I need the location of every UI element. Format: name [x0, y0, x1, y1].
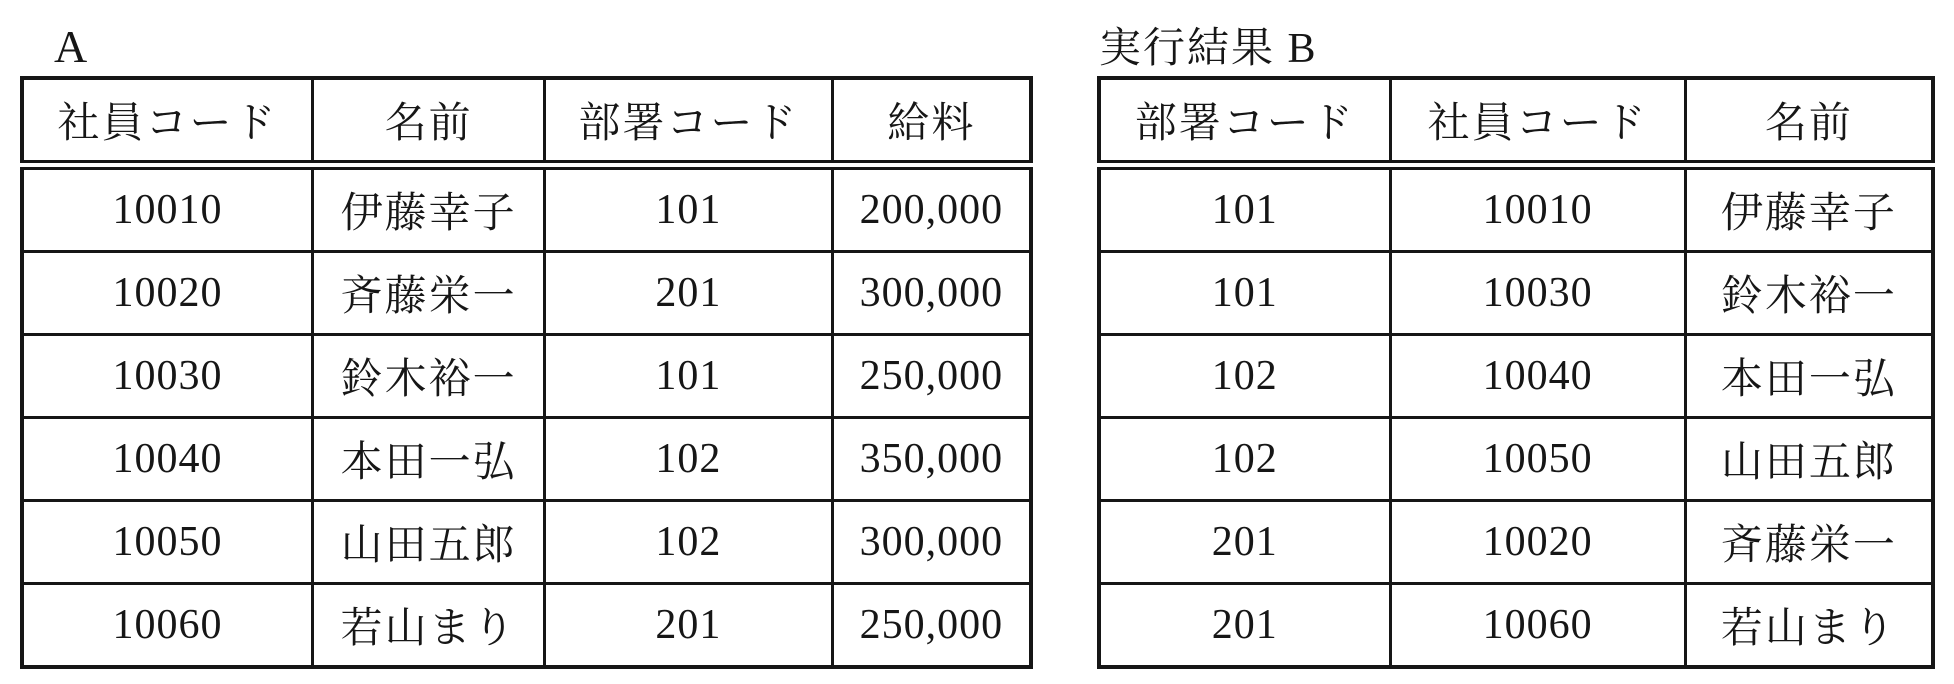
cell-name: 斉藤栄一 — [313, 252, 545, 335]
cell-dept-code: 101 — [1099, 252, 1390, 335]
header-dept-code: 部署コード — [1099, 78, 1390, 165]
cell-dept-code: 201 — [1099, 584, 1390, 668]
cell-dept-code: 101 — [545, 165, 833, 252]
table-row — [22, 584, 1031, 668]
cell-name: 伊藤幸子 — [1685, 165, 1933, 252]
cell-name: 山田五郎 — [313, 501, 545, 584]
header-employee-code: 社員コード — [1390, 78, 1685, 165]
table-b — [1097, 76, 1935, 669]
cell-salary: 250,000 — [832, 584, 1031, 668]
cell-employee-code: 10040 — [1390, 335, 1685, 418]
cell-employee-code: 10050 — [22, 501, 313, 584]
cell-name: 本田一弘 — [313, 418, 545, 501]
cell-employee-code: 10060 — [1390, 584, 1685, 668]
table-row — [1099, 584, 1933, 668]
cell-name: 斉藤栄一 — [1685, 501, 1933, 584]
cell-dept-code: 102 — [1099, 335, 1390, 418]
cell-employee-code: 10030 — [1390, 252, 1685, 335]
cell-employee-code: 10040 — [22, 418, 313, 501]
table-a — [20, 76, 1033, 669]
cell-salary: 350,000 — [832, 418, 1031, 501]
cell-employee-code: 10030 — [22, 335, 313, 418]
table-row — [22, 418, 1031, 501]
table-a-section — [20, 0, 1033, 669]
cell-dept-code: 101 — [545, 335, 833, 418]
cell-dept-code: 102 — [1099, 418, 1390, 501]
cell-employee-code: 10020 — [1390, 501, 1685, 584]
header-salary: 給料 — [832, 78, 1031, 165]
cell-dept-code: 101 — [1099, 165, 1390, 252]
cell-dept-code: 201 — [1099, 501, 1390, 584]
cell-name: 鈴木裕一 — [1685, 252, 1933, 335]
table-b-section — [1097, 0, 1935, 669]
cell-dept-code: 102 — [545, 418, 833, 501]
table-a-title: A — [54, 21, 90, 72]
table-row — [22, 501, 1031, 584]
table-row — [1099, 252, 1933, 335]
table-row — [22, 335, 1031, 418]
table-row — [22, 165, 1031, 252]
cell-employee-code: 10010 — [22, 165, 313, 252]
header-employee-code: 社員コード — [22, 78, 313, 165]
table-b-title: 実行結果 B — [1099, 26, 1318, 72]
cell-employee-code: 10060 — [22, 584, 313, 668]
cell-name: 山田五郎 — [1685, 418, 1933, 501]
header-dept-code: 部署コード — [545, 78, 833, 165]
header-name: 名前 — [1685, 78, 1933, 165]
cell-name: 若山まり — [1685, 584, 1933, 668]
cell-salary: 250,000 — [832, 335, 1031, 418]
cell-dept-code: 201 — [545, 584, 833, 668]
cell-employee-code: 10050 — [1390, 418, 1685, 501]
cell-name: 鈴木裕一 — [313, 335, 545, 418]
cell-employee-code: 10020 — [22, 252, 313, 335]
cell-name: 伊藤幸子 — [313, 165, 545, 252]
table-a-header-row — [22, 78, 1031, 165]
cell-salary: 200,000 — [832, 165, 1031, 252]
cell-dept-code: 102 — [545, 501, 833, 584]
cell-name: 若山まり — [313, 584, 545, 668]
cell-dept-code: 201 — [545, 252, 833, 335]
cell-salary: 300,000 — [832, 252, 1031, 335]
cell-name: 本田一弘 — [1685, 335, 1933, 418]
table-row — [1099, 418, 1933, 501]
table-row — [1099, 165, 1933, 252]
table-b-header-row — [1099, 78, 1933, 165]
table-row — [1099, 335, 1933, 418]
cell-employee-code: 10010 — [1390, 165, 1685, 252]
table-row — [1099, 501, 1933, 584]
table-row — [22, 252, 1031, 335]
cell-salary: 300,000 — [832, 501, 1031, 584]
header-name: 名前 — [313, 78, 545, 165]
